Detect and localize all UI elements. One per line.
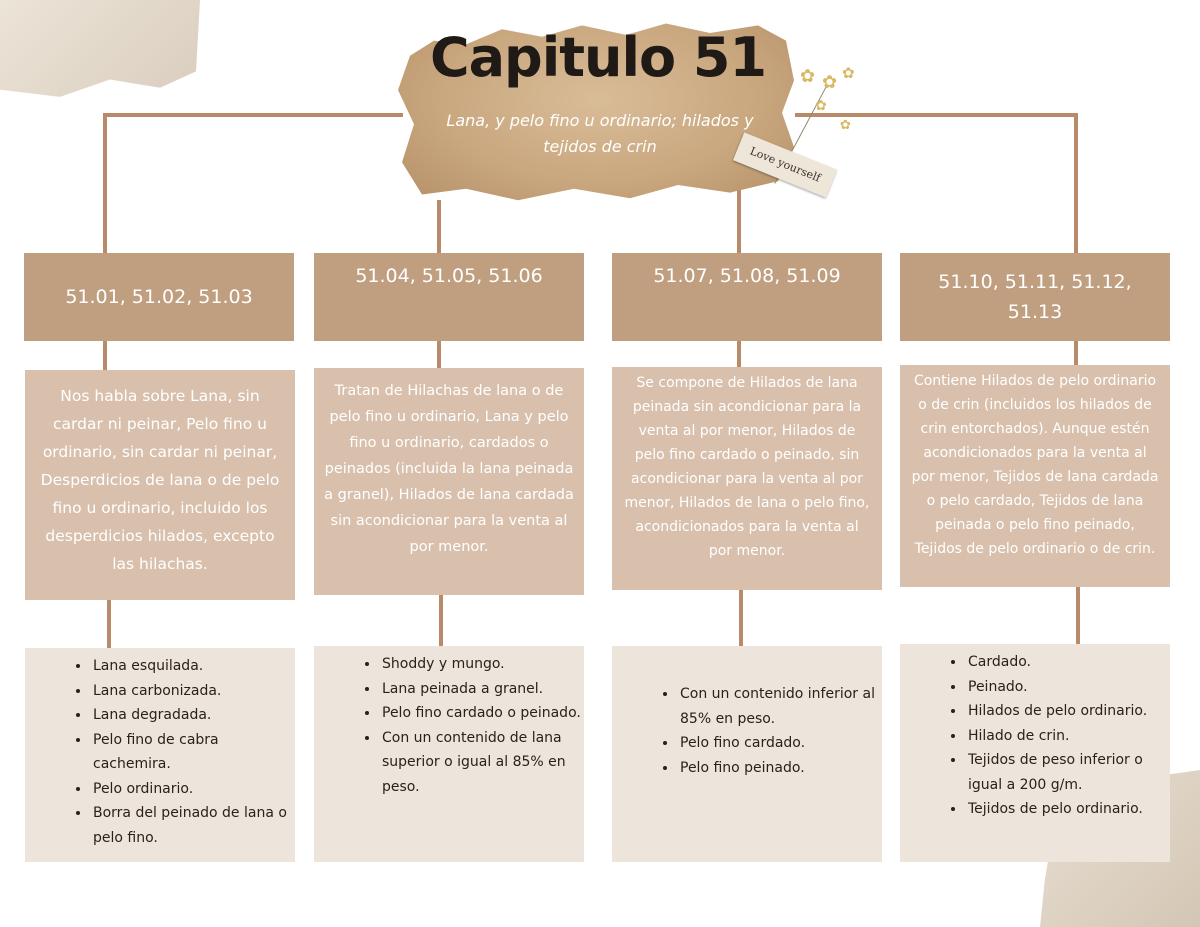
connector-top-right (795, 113, 1078, 117)
list-item: • Shoddy y mungo. (380, 652, 584, 677)
item-list-4 (900, 650, 1170, 822)
list-box-1 (25, 648, 295, 862)
list-item: • Con un contenido inferior al 85% en peso. (678, 682, 882, 731)
flower-icon: ✿ (840, 118, 851, 133)
item-list-3 (612, 682, 882, 780)
connector-low-2 (439, 595, 443, 648)
list-item: • Pelo ordinario. (91, 777, 295, 802)
list-item: • Pelo fino cardado o peinado. (380, 701, 584, 726)
love-yourself-tag: Love yourself (733, 132, 837, 197)
list-item: • Pelo fino de cabra cachemira. (91, 728, 295, 777)
header-box-4: 51.10, 51.11, 51.12, 51.13 (900, 253, 1170, 341)
flower-icon: ✿ (822, 72, 838, 93)
list-item: • Cardado. (966, 650, 1170, 675)
list-item: • Lana peinada a granel. (380, 677, 584, 702)
description-box-4: Contiene Hilados de pelo ordinario o de crin (incluidos los hilados de crin entorchados). Aunque estén acondicionados para la venta al por menor, Tejidos de lana cardada o pelo cardado, Tejidos de lana peinada o pelo fino peinado, Tejidos de pelo ordinario o de crin. (900, 365, 1170, 587)
page-title: Capitulo 51 (429, 26, 767, 89)
list-item: • Lana degradada. (91, 703, 295, 728)
header-box-2: 51.04, 51.05, 51.06 (314, 253, 584, 341)
collage-top-left (0, 0, 200, 102)
connector-mid-3 (737, 340, 741, 367)
flower-icon: ✿ (800, 66, 816, 87)
connector-top-left (103, 113, 403, 117)
header-box-1: 51.01, 51.02, 51.03 (24, 253, 294, 341)
list-item: • Con un contenido de lana superior o igual al 85% en peso. (380, 726, 584, 800)
header-box-3: 51.07, 51.08, 51.09 (612, 253, 882, 341)
page-subtitle: Lana, y pelo fino u ordinario; hilados y tejidos de crin (446, 111, 754, 156)
description-box-1: Nos habla sobre Lana, sin cardar ni peinar, Pelo fino u ordinario, sin cardar ni peinar, Desperdicios de lana o de pelo fino u ordinario, incluido los desperdicios hilados, excepto las hilachas. (25, 370, 295, 600)
list-item: • Lana carbonizada. (91, 679, 295, 704)
list-box-2 (314, 646, 584, 862)
connector-low-3 (739, 590, 743, 648)
list-item: • Pelo fino cardado. (678, 731, 882, 756)
connector-low-4 (1076, 587, 1080, 645)
connector-drop-2 (437, 200, 441, 255)
description-box-2: Tratan de Hilachas de lana o de pelo fino u ordinario, Lana y pelo fino u ordinario, cardados o peinados (incluida la lana peinada a granel), Hilados de lana cardada sin acondicionar para la venta al por menor. (314, 368, 584, 595)
flower-icon: ✿ (842, 64, 855, 82)
list-item: • Lana esquilada. (91, 654, 295, 679)
flower-icon: ✿ (815, 98, 827, 114)
list-item: • Tejidos de pelo ordinario. (966, 797, 1170, 822)
list-box-4 (900, 644, 1170, 862)
list-item: • Hilado de crin. (966, 724, 1170, 749)
list-item: • Peinado. (966, 675, 1170, 700)
item-list-1 (25, 654, 295, 850)
connector-low-1 (107, 600, 111, 648)
connector-mid-4 (1074, 340, 1078, 367)
list-item: • Pelo fino peinado. (678, 756, 882, 781)
item-list-2 (314, 652, 584, 799)
connector-mid-2 (437, 340, 441, 370)
connector-drop-1 (103, 113, 107, 255)
list-item: • Borra del peinado de lana o pelo fino. (91, 801, 295, 850)
list-item: • Tejidos de peso inferior o igual a 200 g/m. (966, 748, 1170, 797)
list-item: • Hilados de pelo ordinario. (966, 699, 1170, 724)
description-box-3: Se compone de Hilados de lana peinada sin acondicionar para la venta al por menor, Hilados de pelo fino cardado o peinado, sin acondicionar para la venta al por menor, Hilados de lana o pelo fino, acondicionados para la venta al por menor. (612, 367, 882, 590)
connector-drop-4 (1074, 113, 1078, 255)
connector-mid-1 (103, 340, 107, 372)
list-box-3 (612, 646, 882, 862)
